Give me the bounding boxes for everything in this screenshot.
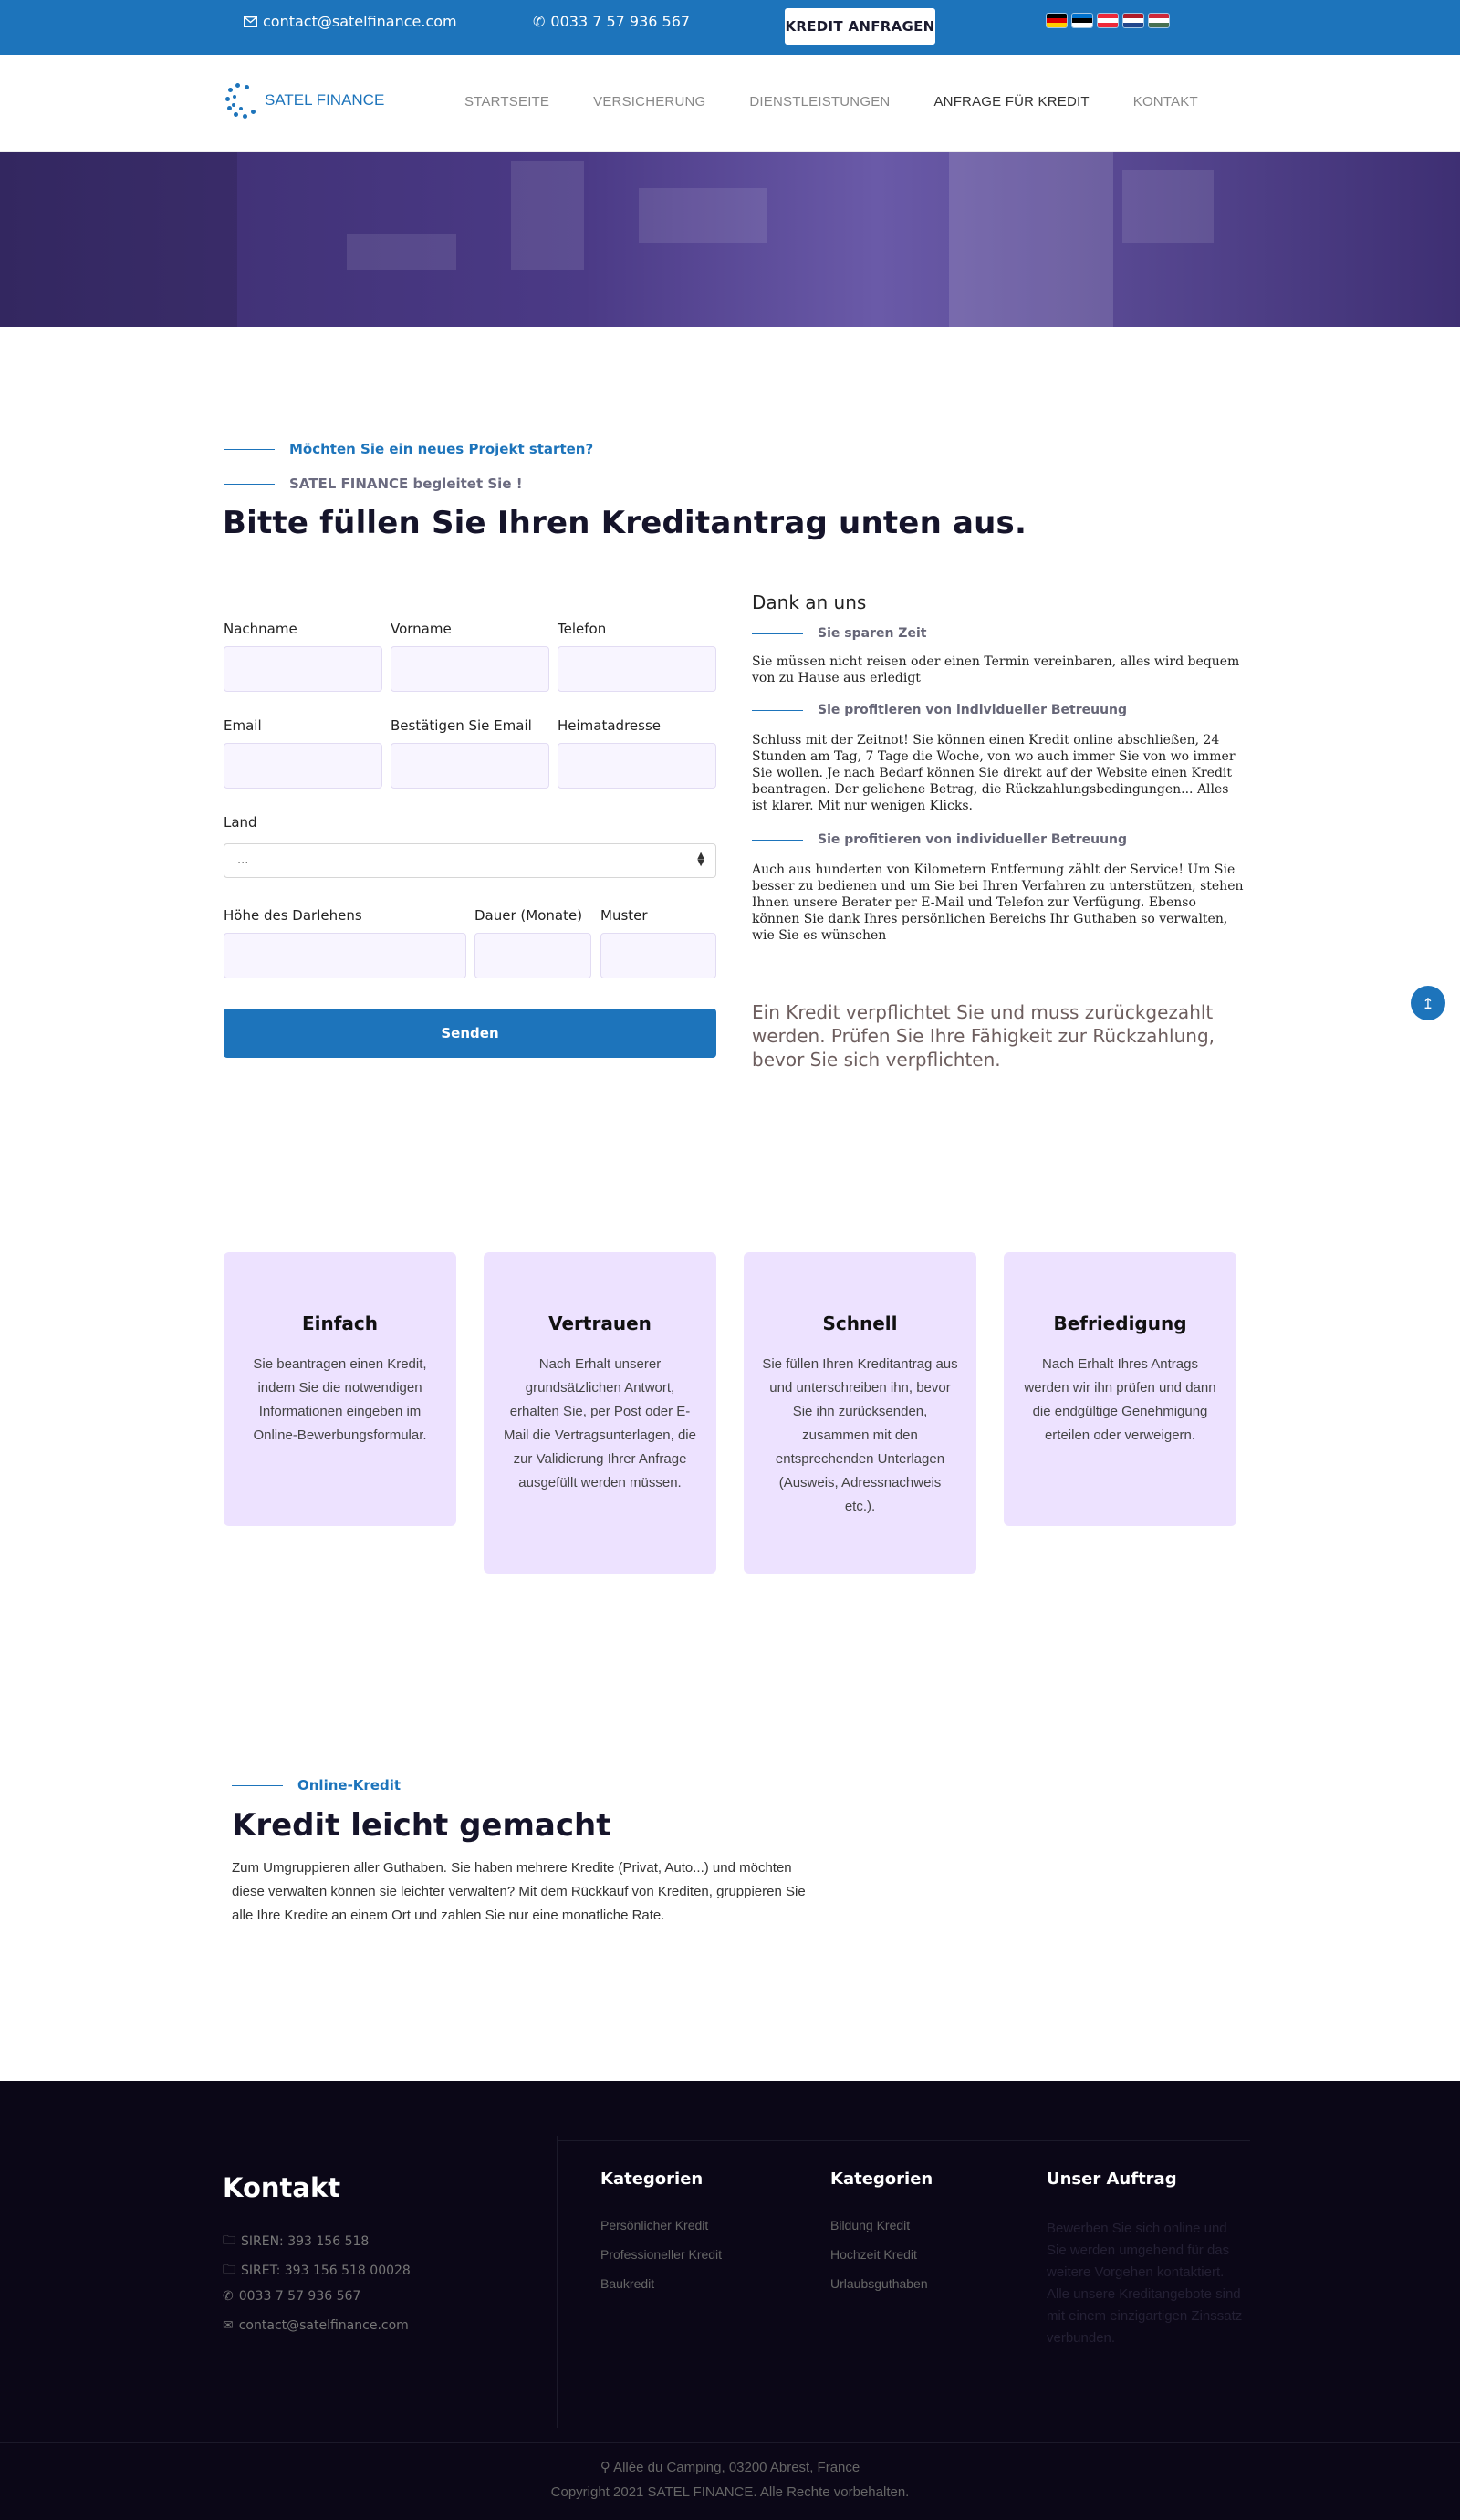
address-input[interactable] xyxy=(558,743,716,789)
footer-phone-text: 0033 7 57 936 567 xyxy=(238,2289,361,2304)
logo-text: SATEL FINANCE xyxy=(265,91,385,109)
footer-contact-title: Kontakt xyxy=(223,2172,341,2203)
footer-email[interactable] xyxy=(223,2318,409,2333)
envelope-icon xyxy=(244,16,257,27)
eyebrow-project-text: Möchten Sie ein neues Projekt starten? xyxy=(289,441,594,457)
topbar-phone-link[interactable] xyxy=(533,13,690,30)
footer-phone[interactable] xyxy=(223,2289,360,2304)
nav-kontakt[interactable]: KONTAKT xyxy=(1132,94,1198,110)
label-duration: Dauer (Monate) xyxy=(474,907,583,924)
topbar-email-link[interactable] xyxy=(244,13,457,30)
card-befriedigung xyxy=(1004,1252,1236,1526)
amount-input[interactable] xyxy=(224,933,466,978)
land-select-value: ... xyxy=(237,853,249,867)
top-bar xyxy=(0,0,1460,55)
sample-input[interactable] xyxy=(600,933,716,978)
label-amount: Höhe des Darlehens xyxy=(224,907,362,924)
eyebrow-online-credit-text: Online-Kredit xyxy=(297,1777,402,1793)
footer-copyright: Copyright 2021 SATEL FINANCE. Alle Rechte vorbehalten. xyxy=(550,2484,910,2500)
dutch-flag-icon[interactable] xyxy=(1122,13,1144,28)
logo-mark-icon xyxy=(224,82,261,119)
card-title: Vertrauen xyxy=(548,1312,652,1334)
label-address: Heimatadresse xyxy=(558,717,661,734)
vorname-input[interactable] xyxy=(391,646,549,692)
card-text: Sie beantragen einen Kredit, indem Sie die notwendigen Informationen eingeben im Online-Bewerbungsformular. xyxy=(253,1356,427,1443)
footer-mission-title: Unser Auftrag xyxy=(1047,2170,1177,2189)
request-credit-button[interactable]: KREDIT ANFRAGEN xyxy=(785,8,935,45)
envelope-icon: ✉ xyxy=(223,2318,234,2333)
nav-links xyxy=(464,94,1242,110)
online-credit-text: Zum Umgruppieren aller Guthaben. Sie haben mehrere Kredite (Privat, Auto...) und möchten diese verwalten können sie leichter verwalten? Mit dem Rückkauf von Krediten, gruppieren Sie alle Ihre Kredite an einem Ort und zahlen Sie nur eine monatliche Rate. xyxy=(232,1860,806,1923)
footer-link-wedding-credit[interactable]: Hochzeit Kredit xyxy=(830,2247,917,2262)
hungarian-flag-icon[interactable] xyxy=(1148,13,1170,28)
label-vorname: Vorname xyxy=(391,621,452,637)
repayment-warning: Ein Kredit verpflichtet Sie und muss zurückgezahlt werden. Prüfen Sie Ihre Fähigkeit zur Rückzahlung, bevor Sie sich verpflichten. xyxy=(752,1001,1215,1071)
footer-siret xyxy=(223,2260,411,2282)
eyebrow-project xyxy=(224,441,593,457)
footer-address xyxy=(0,2459,1460,2475)
footer-link-construction-credit[interactable]: Baukredit xyxy=(600,2276,655,2291)
folder-icon: 🗀 xyxy=(223,2263,235,2277)
footer-email-text: contact@satelfinance.com xyxy=(238,2318,409,2333)
label-telefon: Telefon xyxy=(558,621,607,637)
form-page-title: Bitte füllen Sie Ihren Kreditantrag unten aus. xyxy=(223,505,1027,541)
footer-link-professional-credit[interactable]: Professioneller Kredit xyxy=(600,2247,723,2262)
arrow-up-icon: ↥ xyxy=(1422,994,1434,1012)
benefit-text-1: Sie müssen nicht reisen oder einen Termin vereinbaren, alles wird bequem von zu Hause aus erledigt xyxy=(752,654,1240,685)
logo[interactable] xyxy=(224,82,384,119)
topbar-phone-text: 0033 7 57 936 567 xyxy=(550,13,691,30)
benefit-heading-1-text: Sie sparen Zeit xyxy=(818,626,927,641)
benefits-title: Dank an uns xyxy=(752,591,867,613)
footer-col1-title: Kategorien xyxy=(600,2170,704,2189)
card-text: Sie füllen Ihren Kreditantrag aus und unterschreiben ihn, bevor Sie ihn zurücksenden, zusammen mit den entsprechenden Unterlagen (Ausweis, Adressnachweis etc.). xyxy=(762,1356,958,1514)
folder-icon: 🗀 xyxy=(223,2233,235,2248)
benefit-heading-2 xyxy=(752,703,1127,717)
duration-input[interactable] xyxy=(474,933,591,978)
footer-siren-text: SIREN: 393 156 518 xyxy=(241,2234,370,2249)
card-title: Einfach xyxy=(301,1312,379,1334)
card-text: Nach Erhalt Ihres Antrags werden wir ihn prüfen und dann die endgültige Genehmigung erteilen oder verweigern. xyxy=(1024,1356,1216,1443)
eyebrow-company xyxy=(224,476,523,492)
eyebrow-online-credit xyxy=(232,1777,401,1793)
footer-siren xyxy=(223,2231,369,2253)
select-arrows-icon: ▲ ▼ xyxy=(697,851,704,868)
nav-dienstleistungen[interactable]: DIENSTLEISTUNGEN xyxy=(749,94,891,110)
benefit-heading-3-text: Sie profitieren von individueller Betreuung xyxy=(818,832,1128,847)
phone-icon: ✆ xyxy=(223,2289,234,2304)
card-title: Schnell xyxy=(822,1312,898,1334)
footer-siret-text: SIRET: 393 156 518 00028 xyxy=(241,2264,411,2278)
benefit-heading-1 xyxy=(752,626,926,641)
benefit-text-3: Auch aus hunderten von Kilometern Entfernung zählt der Service! Um Sie besser zu bedienen und um Sie bei Ihren Verfahren zu unterstützen, stehen Ihnen unsere Berater per E-Mail und Telefon zur Verfügung. Ebenso können Sie dank Ihres persönlichen Bereichs Ihr Guthaben so verwalten, wie Sie es wünschen xyxy=(752,863,1244,943)
nav-versicherung[interactable]: VERSICHERUNG xyxy=(593,94,706,110)
nav-anfrage-fuer-kredit[interactable]: ANFRAGE FÜR KREDIT xyxy=(933,94,1090,110)
topbar-email-text: contact@satelfinance.com xyxy=(263,13,457,30)
footer-link-education-credit[interactable]: Bildung Kredit xyxy=(830,2218,911,2232)
card-vertrauen xyxy=(484,1252,716,1574)
language-flags xyxy=(1046,13,1170,28)
card-title: Befriedigung xyxy=(1053,1312,1187,1334)
benefit-text-2: Schluss mit der Zeitnot! Sie können einen Kredit online abschließen, 24 Stunden am Tag, 7 Tage die Woche, von wo auch immer Sie von wo immer Sie wollen. Je nach Bedarf können Sie direkt auf der Website einen Kredit beantragen. Der geliehene Betrag, die Rückzahlungsbedingungen... Alles ist klarer. Mit nur wenigen Klicks. xyxy=(752,733,1236,813)
label-land: Land xyxy=(224,814,257,831)
label-nachname: Nachname xyxy=(224,621,297,637)
footer-mission-text: Bewerben Sie sich online und Sie werden umgehend für das weitere Vorgehen kontaktiert. Alle unsere Kreditangebote sind mit einem einzigartigen Zinssatz verbunden. xyxy=(1047,2221,1243,2346)
hero-banner-image xyxy=(0,152,1460,327)
map-marker-icon: ⚲ xyxy=(600,2460,610,2475)
eyebrow-company-text: SATEL FINANCE begleitet Sie ! xyxy=(289,476,523,492)
submit-button[interactable]: Senden xyxy=(224,1009,716,1058)
email-input[interactable] xyxy=(224,743,382,789)
footer-col2-title: Kategorien xyxy=(830,2170,933,2189)
online-credit-title: Kredit leicht gemacht xyxy=(232,1807,611,1844)
confirm-email-input[interactable] xyxy=(391,743,549,789)
benefit-heading-2-text: Sie profitieren von individueller Betreuung xyxy=(818,703,1128,717)
label-confirm-email: Bestätigen Sie Email xyxy=(391,717,532,734)
card-einfach xyxy=(224,1252,456,1526)
benefit-heading-3 xyxy=(752,832,1127,847)
scroll-to-top-button[interactable] xyxy=(1411,986,1445,1020)
phone-icon: ✆ xyxy=(533,13,546,30)
card-schnell xyxy=(744,1252,976,1574)
nav-startseite[interactable]: STARTSEITE xyxy=(464,94,550,110)
footer-link-vacation-credit[interactable]: Urlaubsguthaben xyxy=(830,2276,928,2291)
label-sample: Muster xyxy=(600,907,648,924)
footer xyxy=(0,2081,1460,2520)
footer-link-personal-credit[interactable]: Persönlicher Kredit xyxy=(600,2218,709,2232)
land-select[interactable] xyxy=(224,843,716,878)
card-text: Nach Erhalt unserer grundsätzlichen Antwort, erhalten Sie, per Post oder E-Mail die Vertragsunterlagen, die zur Validierung Ihrer Anfrage ausgefüllt werden müssen. xyxy=(504,1356,696,1490)
german-flag-icon[interactable] xyxy=(1046,13,1068,28)
main-navigation xyxy=(0,55,1460,152)
austrian-flag-icon[interactable] xyxy=(1097,13,1119,28)
label-email: Email xyxy=(224,717,262,734)
footer-address-text: Allée du Camping, 03200 Abrest, France xyxy=(613,2460,860,2475)
estonian-flag-icon[interactable] xyxy=(1071,13,1093,28)
telefon-input[interactable] xyxy=(558,646,716,692)
nachname-input[interactable] xyxy=(224,646,382,692)
